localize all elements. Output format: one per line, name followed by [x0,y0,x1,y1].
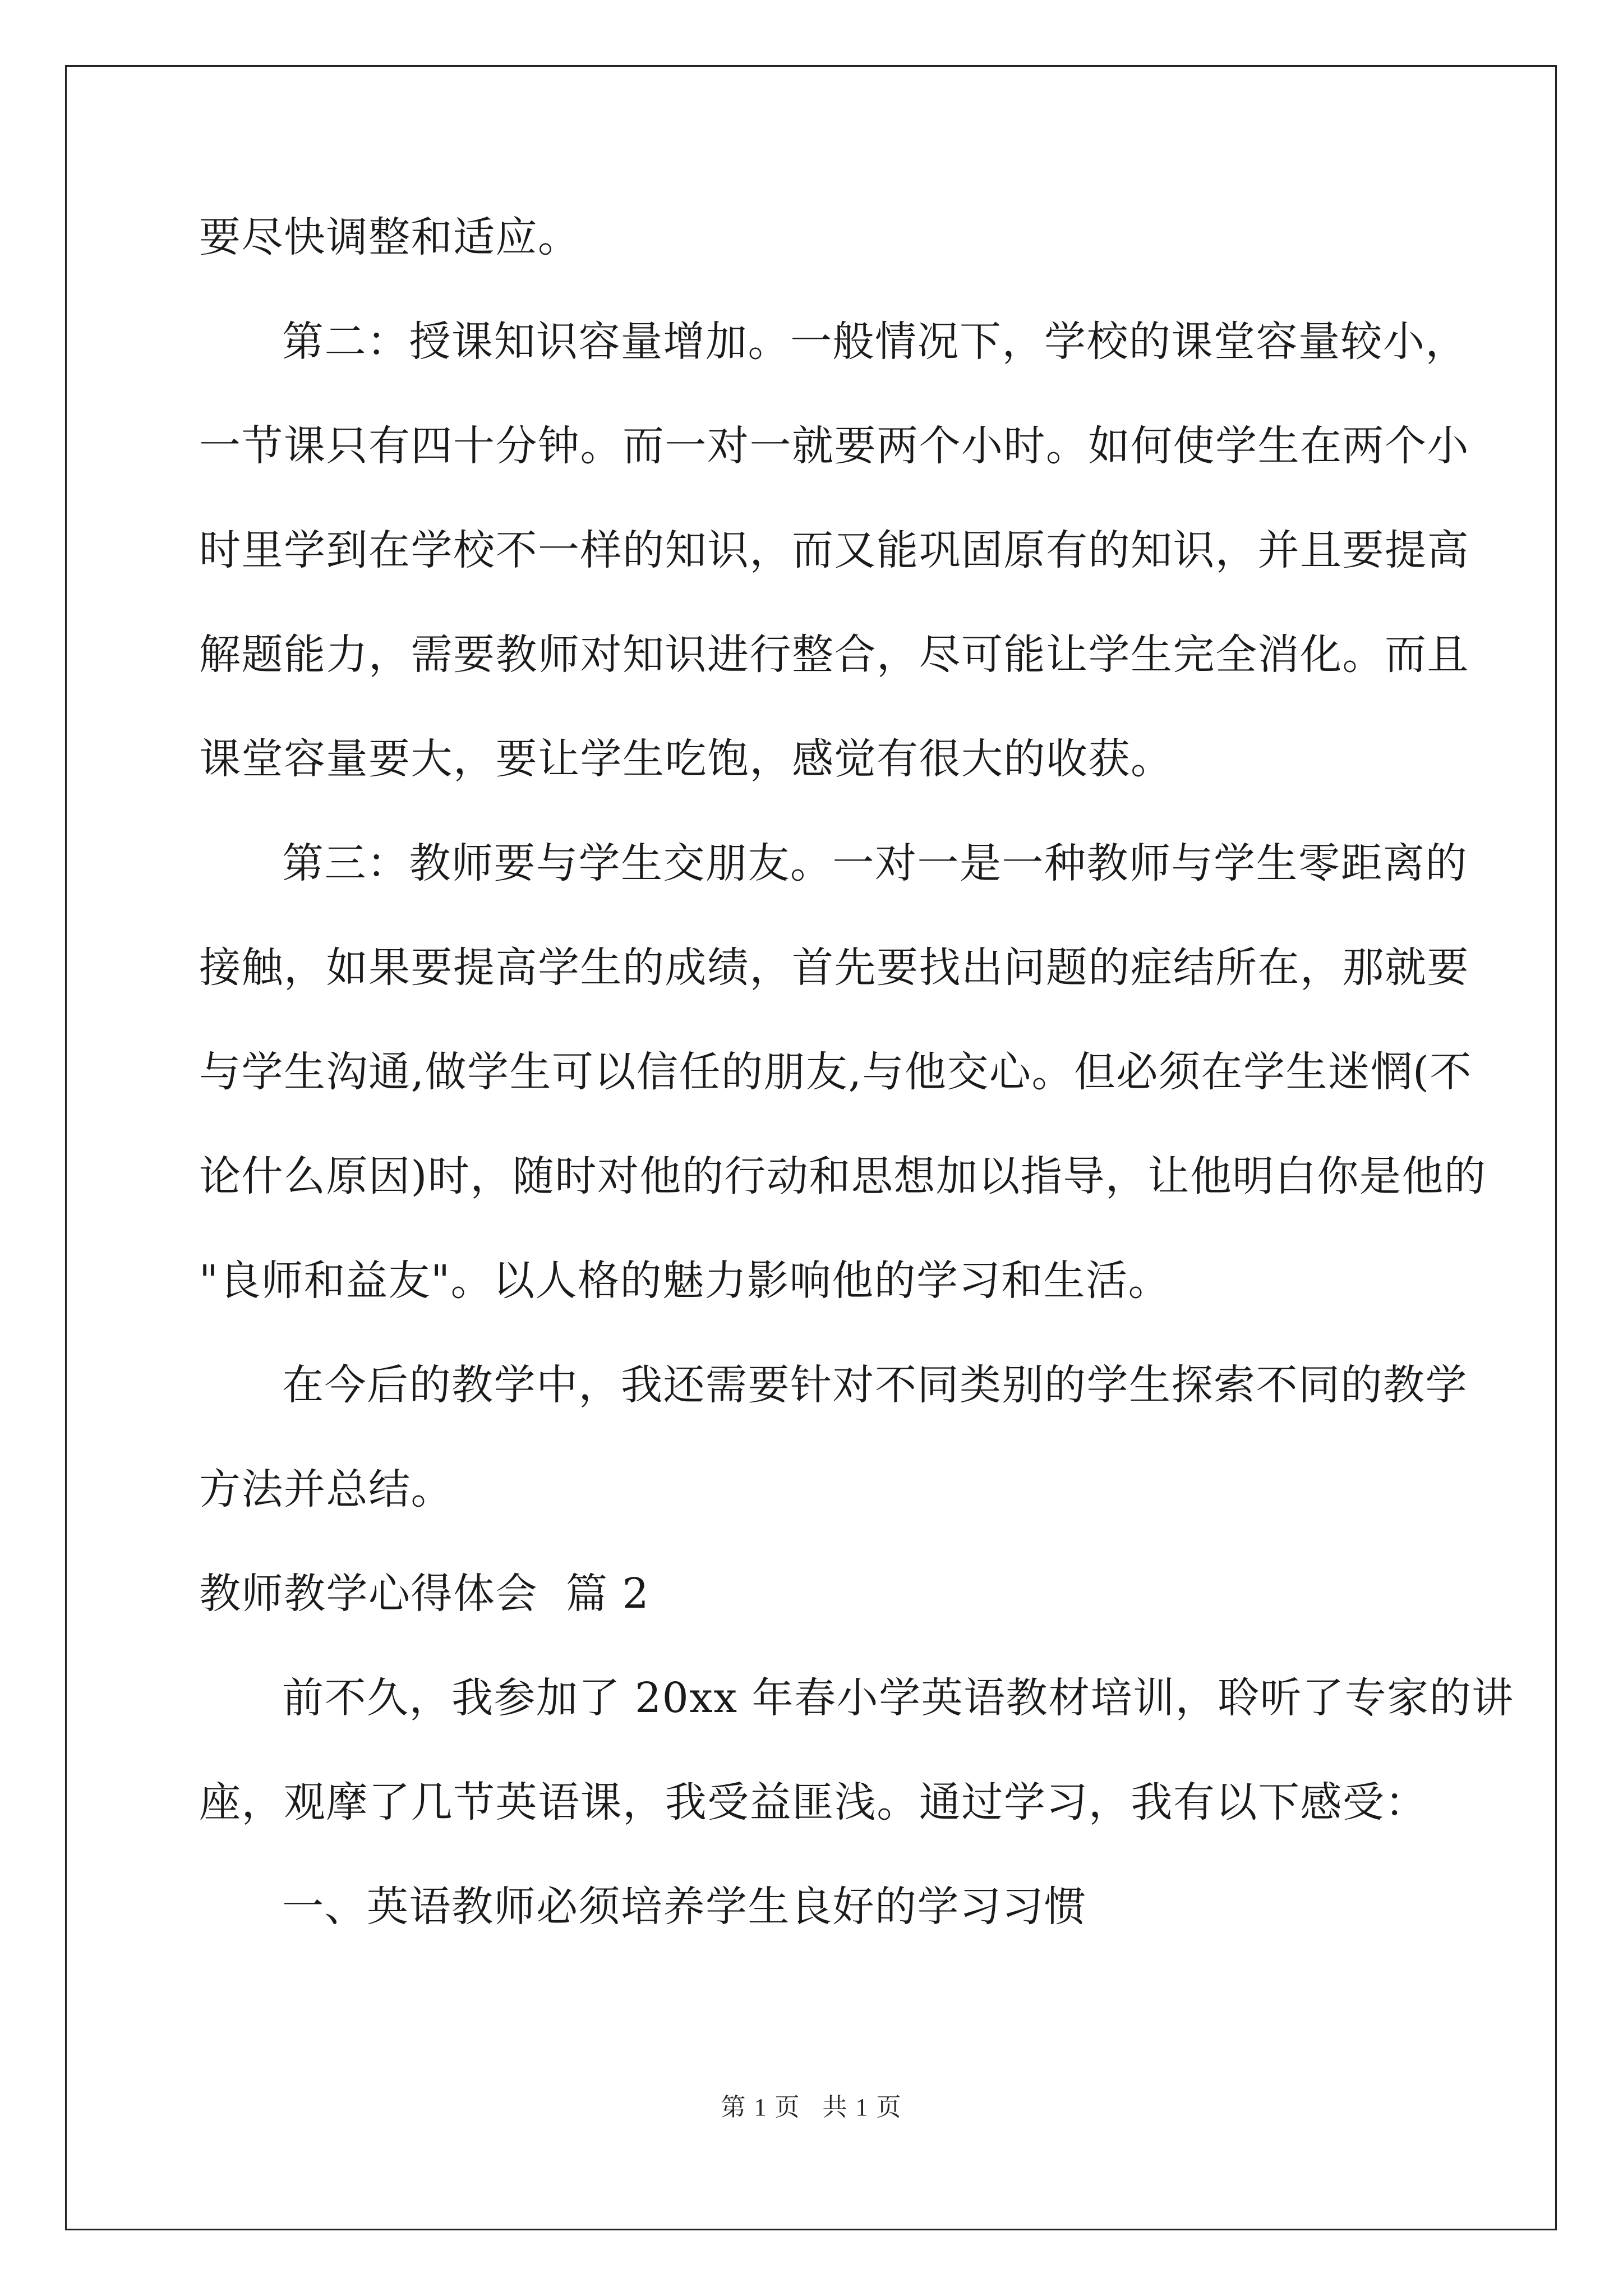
text-line: 一节课只有四十分钟。而一对一就要两个小时。如何使学生在两个小 [199,422,1469,470]
text-line: 与学生沟通,做学生可以信任的朋友,与他交心。但必须在学生迷惘(不 [199,1048,1472,1096]
section-heading: 教师教学心得体会 篇 2 [199,1570,650,1618]
text-line: 时里学到在学校不一样的知识，而又能巩固原有的知识，并且要提高 [199,526,1469,574]
text-line: 座，观摩了几节英语课，我受益匪浅。通过学习，我有以下感受： [199,1778,1427,1826]
text-line: 在今后的教学中，我还需要针对不同类别的学生探索不同的教学 [282,1361,1468,1409]
text-line: 要尽快调整和适应。 [199,213,580,261]
text-line: 解题能力，需要教师对知识进行整合，尽可能让学生完全消化。而且 [199,631,1469,679]
text-line: 一、英语教师必须培养学生良好的学习习惯 [282,1883,1087,1931]
text-line: "良师和益友"。以人格的魅力影响他的学习和生活。 [199,1257,1171,1305]
text-line: 论什么原因)时，随时对他的行动和思想加以指导，让他明白你是他的 [199,1152,1487,1200]
text-line: 方法并总结。 [199,1465,453,1513]
text-line: 课堂容量要大，要让学生吃饱，感觉有很大的收获。 [199,735,1173,783]
text-line: 第三：教师要与学生交朋友。一对一是一种教师与学生零距离的 [282,839,1468,887]
page-number: 第 1 页 共 1 页 [721,2093,902,2121]
text-line: 前不久，我参加了 20xx 年春小学英语教材培训，聆听了专家的讲 [282,1674,1514,1722]
document-body [199,185,1514,1959]
text-line: 接触，如果要提高学生的成绩，首先要找出问题的症结所在，那就要 [199,944,1469,992]
text-line: 第二：授课知识容量增加。一般情况下，学校的课堂容量较小， [282,318,1468,366]
